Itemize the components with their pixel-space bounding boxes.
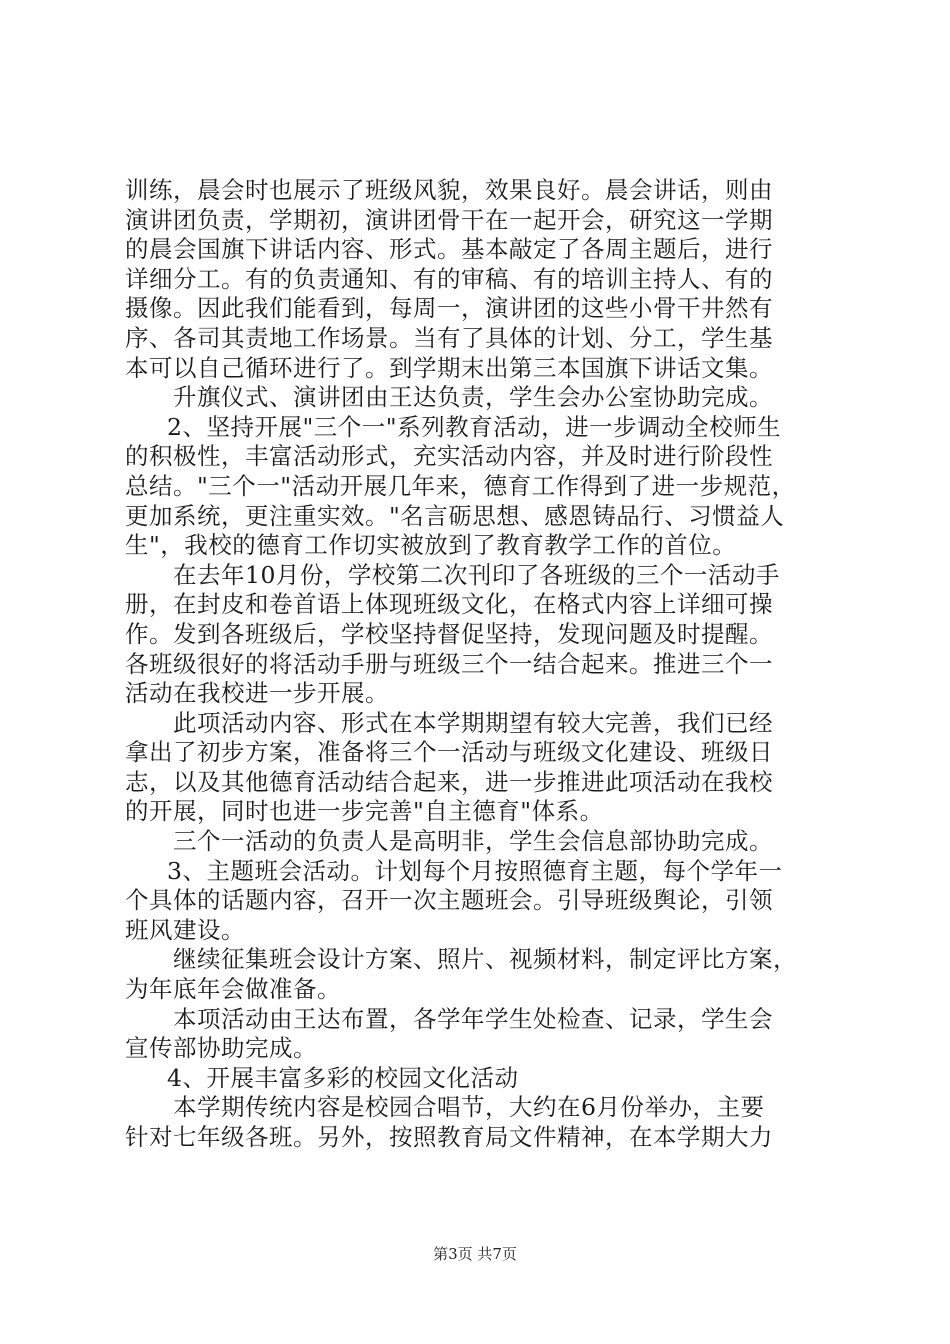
text-line: 的积极性，丰富活动形式，充实活动内容，并及时进行阶段性 (125, 442, 773, 471)
text-line: 的晨会国旗下讲话内容、形式。基本敲定了各周主题后，进行 (125, 235, 773, 264)
text-line: 作。发到各班级后，学校坚持督促坚持，发现问题及时提醒。 (125, 619, 773, 648)
text-line: 班风建设。 (125, 915, 245, 944)
text-line: 此项活动内容、形式在本学期期望有较大完善，我们已经 (173, 708, 773, 737)
text-line: 4、开展丰富多彩的校园文化活动 (167, 1063, 519, 1092)
text-line: 本项活动由王达布置，各学年学生处检查、记录，学生会 (173, 1004, 773, 1033)
text-line: 各班级很好的将活动手册与班级三个一结合起来。推进三个一 (125, 649, 773, 678)
text-line: 个具体的话题内容，召开一次主题班会。引导班级舆论，引领 (125, 886, 773, 915)
text-line: 册，在封皮和卷首语上体现班级文化，在格式内容上详细可操 (125, 590, 773, 619)
text-line: 本学期传统内容是校园合唱节，大约在6月份举办，主要 (173, 1093, 765, 1122)
text-line: 继续征集班会设计方案、照片、视频材料，制定评比方案， (173, 945, 797, 974)
text-line: 摄像。因此我们能看到，每周一，演讲团的这些小骨干井然有 (125, 294, 773, 323)
text-line: 本可以自己循环进行了。到学期末出第三本国旗下讲话文集。 (125, 353, 773, 382)
page-footer: 第3页 共7页 (433, 1245, 517, 1263)
text-line: 志，以及其他德育活动结合起来，进一步推进此项活动在我校 (125, 767, 773, 796)
text-line: 活动在我校进一步开展。 (125, 679, 389, 708)
text-line: 总结。"三个一"活动开展几年来，德育工作得到了进一步规范， (125, 471, 796, 500)
text-line: 序、各司其责地工作场景。当有了具体的计划、分工，学生基 (125, 323, 773, 352)
text-line: 3、主题班会活动。计划每个月按照德育主题，每个学年一 (167, 856, 783, 885)
text-line: 生"，我校的德育工作切实被放到了教育教学工作的首位。 (125, 531, 737, 560)
text-line: 升旗仪式、演讲团由王达负责，学生会办公室协助完成。 (173, 383, 773, 412)
text-line: 训练，晨会时也展示了班级风貌，效果良好。晨会讲话，则由 (125, 176, 773, 204)
text-line: 演讲团负责，学期初，演讲团骨干在一起开会，研究这一学期 (125, 205, 773, 234)
document-body (125, 176, 837, 1153)
text-line: 宣传部协助完成。 (125, 1034, 317, 1063)
text-line: 在去年10月份，学校第二次刊印了各班级的三个一活动手 (173, 560, 780, 589)
text-line: 详细分工。有的负责通知、有的审稿、有的培训主持人、有的 (125, 264, 773, 293)
text-line: 2、坚持开展"三个一"系列教育活动，进一步调动全校师生 (167, 412, 782, 441)
text-line: 拿出了初步方案，准备将三个一活动与班级文化建设、班级日 (125, 738, 773, 767)
text-line: 的开展，同时也进一步完善"自主德育"体系。 (125, 797, 604, 826)
text-line: 为年底年会做准备。 (125, 975, 341, 1004)
text-line: 针对七年级各班。另外，按照教育局文件精神，在本学期大力 (125, 1123, 773, 1151)
text-line: 三个一活动的负责人是高明非，学生会信息部协助完成。 (173, 827, 773, 856)
text-line: 更加系统，更注重实效。"名言砺思想、感恩铸品行、习惯益人 (125, 501, 785, 530)
